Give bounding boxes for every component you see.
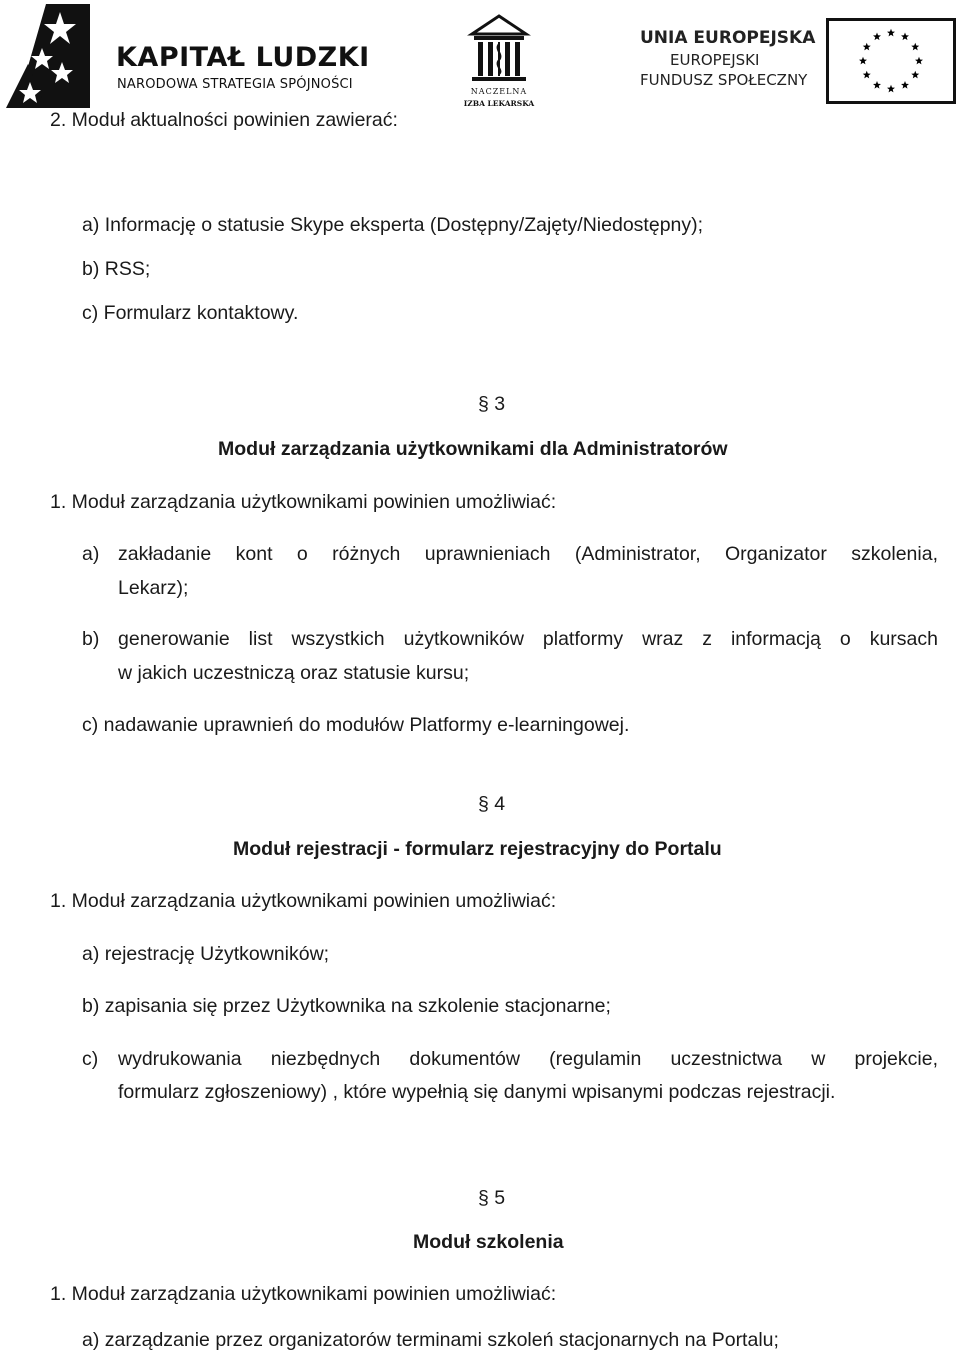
sec5-symbol: § 5 [478, 1187, 506, 1209]
sec3-b-label: b) [82, 628, 100, 650]
eu-star-icon [873, 81, 881, 89]
kapital-ludzki-logo [6, 4, 376, 108]
kapital-ludzki-subtitle: NARODOWA STRATEGIA SPÓJNOŚCI [117, 77, 353, 92]
sec3-a-label: a) [82, 543, 100, 565]
sec4-symbol: § 4 [478, 793, 506, 815]
eu-line-3: FUNDUSZ SPOŁECZNY [640, 71, 808, 89]
eu-star-icon [873, 33, 881, 41]
sec5-item1: 1. Moduł zarządzania użytkownikami powinien umożliwiać: [50, 1283, 557, 1305]
eu-flag-icon [826, 18, 956, 104]
sec4-item1: 1. Moduł zarządzania użytkownikami powinien umożliwiać: [50, 890, 557, 912]
sec5-title: Moduł szkolenia [413, 1231, 564, 1253]
svg-text:IZBA LEKARSKA: IZBA LEKARSKA [463, 99, 535, 108]
sec3-a-line2: Lekarz); [118, 577, 189, 599]
sec3-item1: 1. Moduł zarządzania użytkownikami powinien umożliwiać: [50, 491, 557, 513]
sec3-symbol: § 3 [478, 393, 506, 415]
eu-star-icon [863, 43, 871, 51]
svg-text:NACZELNA: NACZELNA [470, 87, 528, 96]
sec4-b: b) zapisania się przez Użytkownika na szkolenie stacjonarne; [82, 995, 611, 1017]
sec3-c: c) nadawanie uprawnień do modułów Platformy e-learningowej. [82, 714, 630, 736]
eu-star-icon [901, 33, 909, 41]
sec4-c-line1: wydrukowania niezbędnych dokumentów (regulamin uczestnictwa w projekcie, [118, 1048, 938, 1070]
eu-line-2: EUROPEJSKI [670, 51, 760, 69]
item2-b: b) RSS; [82, 258, 151, 280]
sec3-b-line1: generowanie list wszystkich użytkowników platformy wraz z informacją o kursach [118, 628, 938, 650]
sec4-c-label: c) [82, 1048, 99, 1070]
eu-star-icon [915, 57, 923, 65]
eu-star-icon [859, 57, 867, 65]
naczelna-izba-lekarska-logo [463, 14, 535, 110]
sec3-title: Moduł zarządzania użytkownikami dla Administratorów [218, 438, 728, 460]
eu-star-icon [911, 43, 919, 51]
nil-building-icon [463, 14, 535, 110]
kapital-ludzki-mark-icon [6, 4, 90, 108]
sec3-a-line1: zakładanie kont o różnych uprawnieniach (Administrator, Organizator szkolenia, [118, 543, 938, 565]
sec4-a: a) rejestrację Użytkowników; [82, 943, 330, 965]
item2-a: a) Informację o statusie Skype eksperta (Dostępny/Zajęty/Niedostępny); [82, 214, 704, 236]
eu-line-1: UNIA EUROPEJSKA [640, 28, 816, 48]
eu-star-icon [901, 81, 909, 89]
sec3-b-line2: w jakich uczestniczą oraz statusie kursu; [118, 662, 470, 684]
item2-c: c) Formularz kontaktowy. [82, 302, 299, 324]
sec4-c-line2: formularz zgłoszeniowy) , które wypełnią się danymi wpisanymi podczas rejestracji. [118, 1081, 836, 1103]
eu-star-icon [911, 71, 919, 79]
item2-heading: 2. Moduł aktualności powinien zawierać: [50, 109, 398, 131]
kapital-ludzki-title: KAPITAŁ LUDZKI [116, 42, 370, 73]
eu-star-icon [887, 29, 895, 37]
eu-efs-logo [636, 18, 958, 106]
sec4-title: Moduł rejestracji - formularz rejestracyjny do Portalu [233, 838, 722, 860]
sec5-a: a) zarządzanie przez organizatorów terminami szkoleń stacjonarnych na Portalu; [82, 1329, 779, 1351]
eu-star-icon [863, 71, 871, 79]
eu-star-icon [887, 85, 895, 93]
